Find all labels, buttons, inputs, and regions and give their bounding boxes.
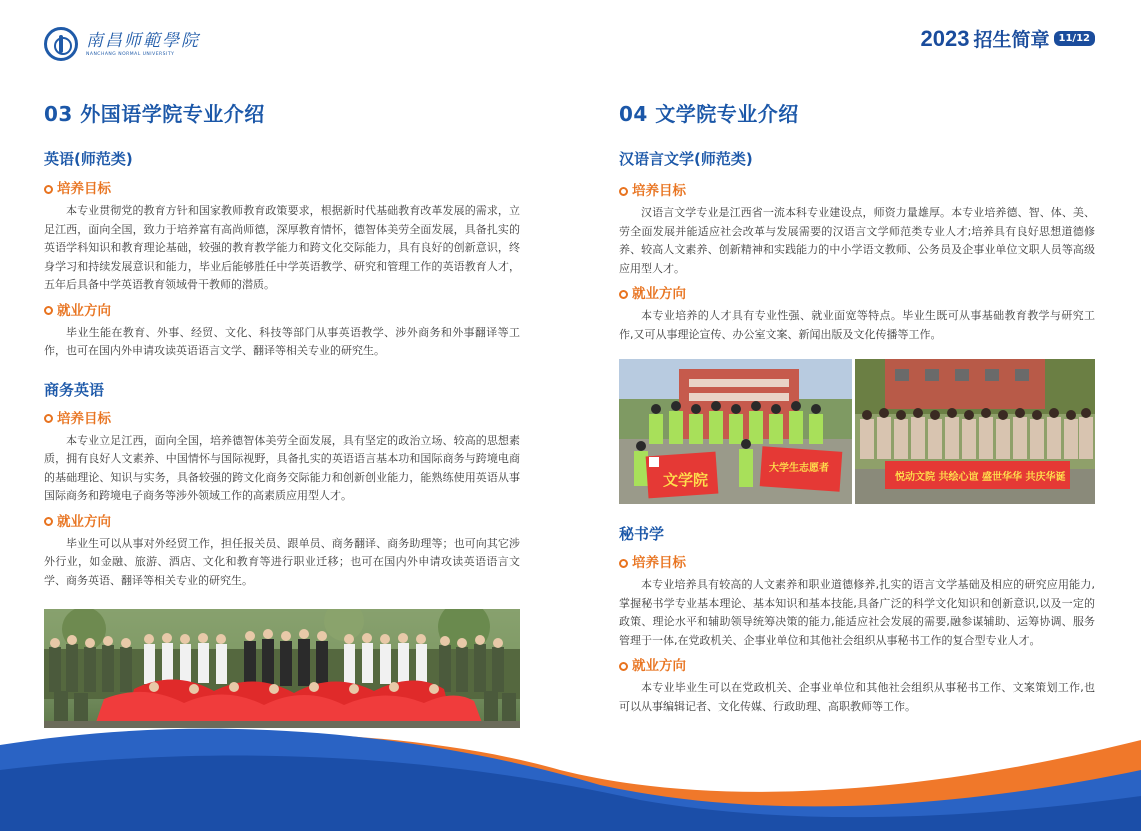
photo-class-group-image bbox=[855, 359, 1095, 504]
photo-class-group bbox=[855, 359, 1095, 504]
university-logo-icon bbox=[44, 27, 78, 61]
banner-wenxueyuan-text: 文学院 bbox=[663, 471, 709, 489]
circle-bullet-icon bbox=[44, 414, 53, 423]
goal-heading-label: 培养目标 bbox=[632, 183, 686, 199]
career-heading-label: 就业方向 bbox=[632, 658, 686, 674]
section-title-foreign-languages: 03 外国语学院专业介绍 bbox=[44, 102, 265, 126]
circle-bullet-icon bbox=[619, 290, 628, 299]
goal-paragraph: 本专业立足江西，面向全国，培养德智体美劳全面发展，具有坚定的政治立场、较高的思想素质，拥有良好人文素养、中国情怀与国际视野，具备扎实的英语语言基本功和国际商务与跨境电商的基础理论、知识与实务，具备较强的跨文化商务交际能力和创新创业能力，能熟练使用英语从事国际商务和跨境电子商务等涉外领域工作的高素质应用型人才。 bbox=[44, 433, 520, 502]
photo-volunteers-image bbox=[619, 359, 852, 504]
career-heading bbox=[619, 656, 1095, 676]
circle-bullet-icon bbox=[619, 559, 628, 568]
major-title-business-english: 商务英语 bbox=[44, 380, 105, 399]
brochure-year: 2023 bbox=[920, 25, 970, 51]
goal-paragraph: 本专业培养具有较高的人文素养和职业道德修养,扎实的语言文学基础及相应的研究应用能力,掌握秘书学专业基本理论、基本知识和基本技能,具备广泛的科学文化知识和创新意识,以及一定的政策、理论水平和辅助领导统筹决策的能力,能适应社会发展的需要,融参谋辅助、运筹协调、服务管理于一体,在党政机关、企事业单位和其他社会组织从事秘书工作的复合型专业人才。 bbox=[619, 578, 1095, 647]
university-logo bbox=[44, 27, 200, 61]
section-title-liberal-arts: 04 文学院专业介绍 bbox=[619, 102, 799, 126]
right-column bbox=[619, 100, 1095, 344]
major-title-secretarial-studies: 秘书学 bbox=[619, 525, 665, 543]
right-column-lower bbox=[619, 523, 1095, 716]
career-paragraph: 本专业培养的人才具有专业性强、就业面宽等特点。毕业生既可从事基础教育教学与研究工作,又可从事理论宣传、办公室文案、新闻出版及文化传播等工作。 bbox=[619, 309, 1095, 341]
major-title-english: 英语(师范类) bbox=[44, 150, 133, 168]
goal-heading bbox=[619, 553, 1095, 573]
goal-heading-label: 培养目标 bbox=[57, 410, 111, 427]
circle-bullet-icon bbox=[619, 187, 628, 196]
goal-heading bbox=[44, 179, 520, 199]
brochure-label: 招生简章 bbox=[973, 29, 1050, 51]
circle-bullet-icon bbox=[44, 517, 53, 526]
circle-bullet-icon bbox=[44, 185, 53, 194]
circle-bullet-icon bbox=[44, 306, 53, 315]
career-paragraph: 毕业生能在教育、外事、经贸、文化、科技等部门从事英语教学、涉外商务和外事翻译等工作，也可在国内外申请攻读英语语言文学、翻译等相关专业的研究生。 bbox=[44, 325, 520, 357]
bottom-wave-decoration bbox=[0, 700, 1141, 831]
career-paragraph: 毕业生可以从事对外经贸工作，担任报关员、跟单员、商务翻译、商务助理等；也可向其它涉外行业，如金融、旅游、酒店、文化和教育等进行职业迁移；也可在国内外申请攻读英语语言文学、商务英语、翻译等相关专业的研究生。 bbox=[44, 536, 520, 587]
banner-volunteers-text: 大学生志愿者 bbox=[769, 463, 829, 474]
logo-chinese-name: 南昌师範學院 bbox=[86, 31, 200, 51]
goal-heading-label: 培养目标 bbox=[57, 181, 111, 197]
career-paragraph: 本专业毕业生可以在党政机关、企事业单位和其他社会组织从事秘书工作、文案策划工作,也可以从事编辑记者、文化传媒、行政助理、高职教师等工作。 bbox=[619, 681, 1095, 713]
goal-heading bbox=[44, 409, 520, 429]
logo-text bbox=[86, 31, 200, 57]
career-heading-label: 就业方向 bbox=[57, 302, 111, 319]
brochure-title bbox=[921, 25, 1095, 52]
circle-bullet-icon bbox=[619, 662, 628, 671]
goal-heading-label: 培养目标 bbox=[632, 555, 686, 571]
major-title-chinese-language: 汉语言文学(师范类) bbox=[619, 150, 753, 168]
career-heading bbox=[44, 301, 520, 321]
page-number-badge: 11/12 bbox=[1054, 31, 1095, 46]
left-column bbox=[44, 100, 520, 590]
career-heading bbox=[619, 284, 1095, 304]
photo-volunteers bbox=[619, 359, 852, 504]
career-heading-label: 就业方向 bbox=[57, 513, 111, 530]
logo-english-name: NANCHANG NORMAL UNIVERSITY bbox=[86, 52, 175, 57]
goal-heading bbox=[619, 181, 1095, 201]
goal-paragraph: 汉语言文学专业是江西省一流本科专业建设点，师资力量雄厚。本专业培养德、智、体、美、劳全面发展并能适应社会改革与发展需要的汉语言文学师范类专业人才;培养具有良好思想道德修养、较高人文素养、创新精神和实践能力的中小学语文教师、公务员及企事业单位文职人员等高级应用型人才。 bbox=[619, 206, 1095, 275]
banner-celebration-text: 悦动文院 共绘心谊 盛世华华 共庆华诞 bbox=[895, 472, 1066, 483]
career-heading bbox=[44, 512, 520, 532]
career-heading-label: 就业方向 bbox=[632, 286, 686, 302]
goal-paragraph: 本专业贯彻党的教育方针和国家教师教育政策要求，根据新时代基础教育改革发展的需求，立足江西，面向全国，致力于培养富有高尚师德，深厚教育情怀，德智体美劳全面发展，具备扎实的英语学科知识和教育理论基础，较强的教育教学能力和跨文化交际能力，具有良好的创新意识，终身学习和持续发展意识和能力，毕业后能够胜任中学英语教学、研究和管理工作的英语教育人才，五年后具备中学英语教育领域骨干教师的潜质。 bbox=[44, 204, 520, 291]
